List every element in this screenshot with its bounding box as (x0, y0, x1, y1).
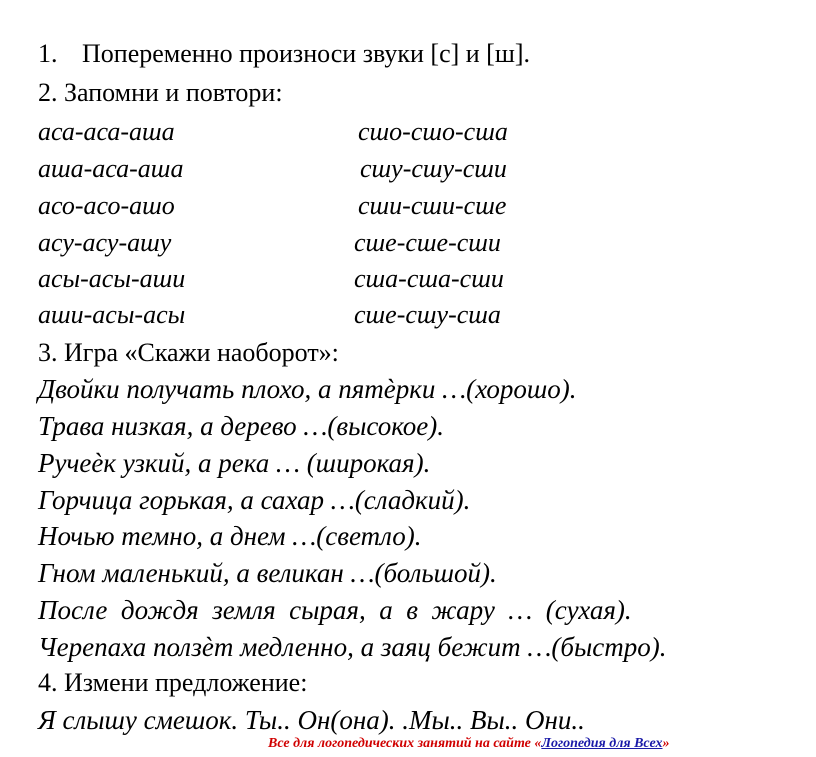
footer-prefix: Все для логопедических занятий на сайте « (268, 736, 542, 751)
sentence: Горчица горькая, а сахар …(сладкий). (38, 485, 471, 515)
section-3-title: 3. Игра «Скажи наоборот»: (38, 338, 339, 367)
syllable-left: аша-аса-аша (38, 154, 184, 183)
section-2-title: 2. Запомни и повтори: (38, 78, 283, 107)
sentence: Ручеѐк узкий, а река … (широкая). (38, 448, 431, 478)
syllable-left: асу-асу-ашу (38, 228, 172, 257)
footer-suffix: » (662, 736, 670, 751)
section-1-number: 1. (38, 39, 58, 68)
sentence: Гном маленький, а великан …(большой). (38, 558, 497, 588)
section-1-text: Попеременно произноси звуки [с] и [ш]. (82, 39, 531, 68)
footer-credit (268, 735, 669, 753)
syllable-right: сше-сше-сши (354, 228, 501, 257)
syllable-left: аса-аса-аша (38, 117, 175, 146)
sentence: Черепаха ползѐт медленно, а заяц бежит …(быстро). (38, 632, 667, 662)
sentence: Трава низкая, а дерево …(высокое). (38, 411, 445, 441)
syllable-right: сши-сши-сше (358, 191, 507, 220)
syllable-right: сшу-сшу-сши (360, 154, 507, 183)
syllable-left: асо-асо-ашо (38, 191, 175, 220)
syllable-left: аши-асы-асы (38, 300, 186, 329)
section-1-heading (38, 39, 530, 69)
syllable-right: сша-сша-сши (354, 264, 504, 293)
footer-site-link[interactable]: Логопедия для Всех (541, 736, 663, 751)
section-4-title: 4. Измени предложение: (38, 668, 308, 697)
section-4-example: Я слышу смешок. Ты.. Он(она). .Мы.. Вы.. Они.. (38, 705, 585, 735)
sentence: После дождя земля сырая, а в жару … (сухая). (38, 595, 632, 625)
sentence: Двойки получать плохо, а пятѐрки …(хорошо). (38, 374, 577, 404)
syllable-right: сше-сшу-сша (354, 300, 501, 329)
sentence: Ночью темно, а днем …(светло). (38, 521, 422, 551)
syllable-left: асы-асы-аши (38, 264, 186, 293)
syllable-right: сшо-сшо-сша (358, 117, 508, 146)
